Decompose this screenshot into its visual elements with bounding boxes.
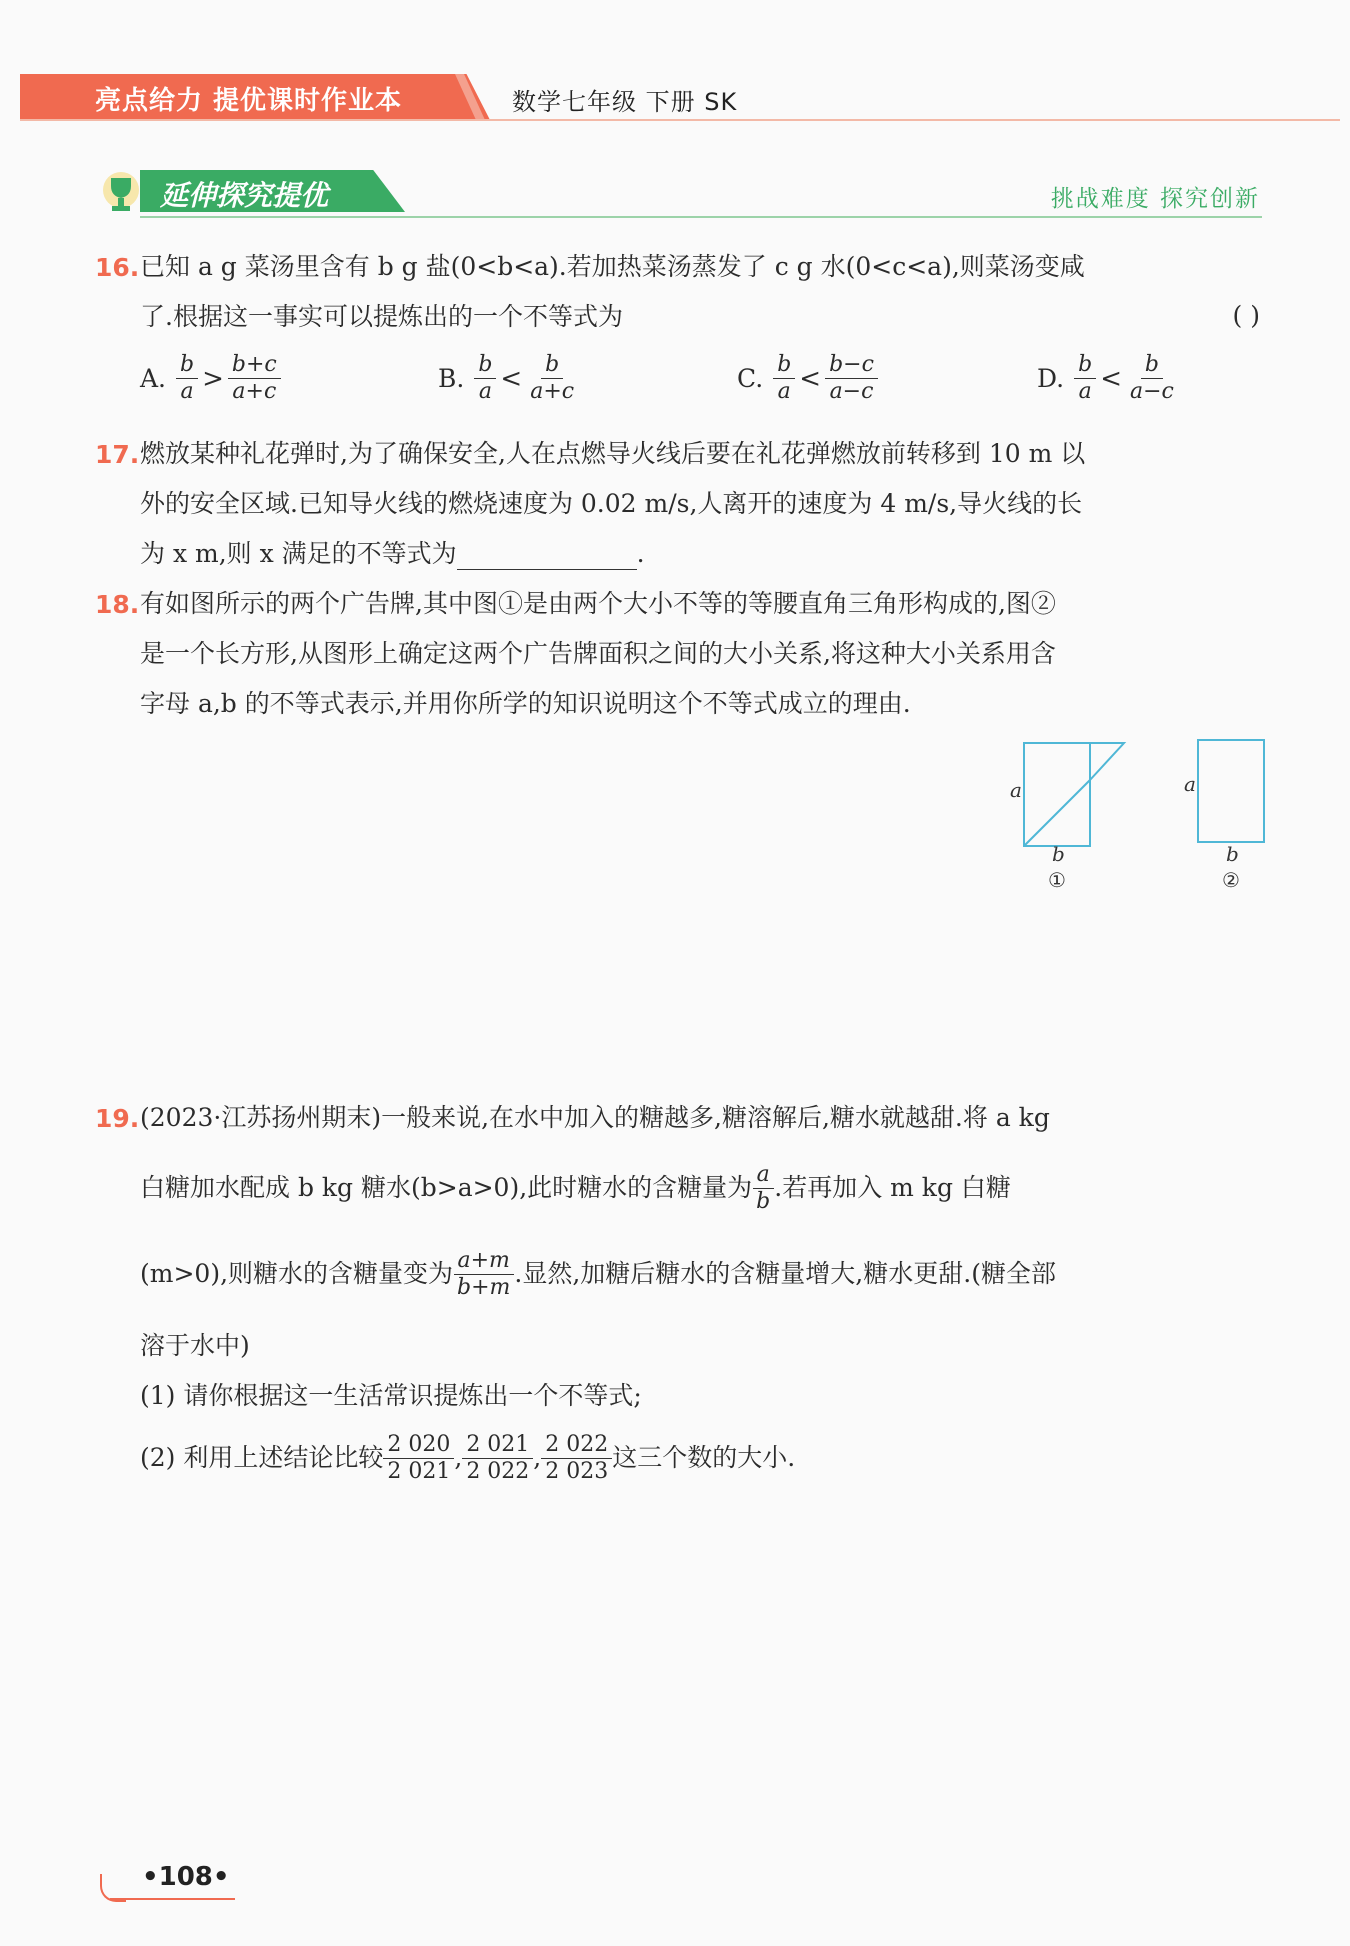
fraction: [825, 352, 878, 405]
question-text: (2023·江苏扬州期末)一般来说,在水中加入的糖越多,糖溶解后,糖水就越甜.将 a kg: [140, 1103, 1050, 1132]
denominator: 2 022: [466, 1458, 530, 1484]
section-tagline: 挑战难度 探究创新: [1050, 186, 1260, 212]
answer-blank: [457, 545, 637, 570]
numerator: a+m: [454, 1248, 514, 1275]
figure-2: [1184, 740, 1264, 892]
question-text-span: (2) 利用上述结论比较: [140, 1443, 384, 1472]
denominator: 2 023: [545, 1458, 609, 1484]
fraction: [383, 1432, 454, 1485]
question-text-span: 这三个数的大小.: [612, 1443, 796, 1472]
question-text-span: (m>0),则糖水的含糖量变为: [140, 1259, 454, 1288]
option-b: [438, 352, 578, 405]
fraction: [176, 352, 198, 405]
question-text: 字母 a,b 的不等式表示,并用你所学的知识说明这个不等式成立的理由.: [140, 689, 911, 718]
option-label: B.: [438, 364, 465, 393]
numerator: a: [753, 1162, 774, 1189]
page-number: •108•: [142, 1862, 230, 1892]
denominator: a−c: [1130, 379, 1174, 404]
denominator: 2 021: [387, 1458, 451, 1484]
numerator: b: [541, 352, 563, 379]
denominator: a: [478, 379, 492, 404]
option-c: [737, 352, 878, 405]
page-number-underline: [110, 1898, 235, 1900]
answer-bracket: ( ): [1232, 301, 1260, 330]
fraction: [773, 352, 795, 405]
separator: ,: [533, 1443, 542, 1472]
option-label: D.: [1037, 364, 1065, 393]
option-a: [140, 352, 281, 405]
question-text: 为 x m,则 x 满足的不等式为 .: [140, 539, 645, 568]
question-text-span: .显然,加糖后糖水的含糖量增大,糖水更甜.(糖全部: [514, 1259, 1056, 1288]
fraction: [541, 1432, 612, 1485]
relation-sign: <: [1100, 363, 1122, 394]
question-text: 了.根据这一事实可以提炼出的一个不等式为: [140, 302, 623, 331]
fraction: [526, 352, 578, 405]
relation-sign: <: [799, 363, 822, 394]
relation-sign: <: [500, 363, 523, 394]
fraction: [228, 352, 281, 405]
label-a: a: [1010, 778, 1022, 802]
page-number-area: [100, 1862, 235, 1902]
denominator: b: [756, 1188, 771, 1214]
trophy-icon: [98, 170, 144, 216]
header-subject: 数学七年级 下册 SK: [512, 88, 738, 116]
header-series-title: 亮点给力 提优课时作业本: [95, 86, 403, 116]
numerator: b: [773, 352, 795, 379]
billboard-figures: [1000, 735, 1300, 895]
numerator: b−c: [825, 352, 878, 379]
fraction: [752, 1162, 774, 1215]
fraction: [453, 1248, 514, 1301]
fraction: [474, 352, 496, 405]
numerator: b: [1074, 352, 1096, 379]
figure-caption: ②: [1222, 868, 1240, 892]
denominator: a+c: [530, 379, 575, 404]
question-text: 有如图所示的两个广告牌,其中图①是由两个大小不等的等腰直角三角形构成的,图②: [140, 589, 1056, 618]
numerator: b+c: [228, 352, 281, 379]
denominator: a: [777, 379, 791, 404]
denominator: b+m: [457, 1274, 511, 1300]
relation-sign: >: [202, 363, 224, 394]
section-divider: [140, 216, 1262, 218]
option-d: [1037, 352, 1178, 405]
label-b: b: [1226, 842, 1239, 866]
question-text: 溶于水中): [140, 1331, 250, 1360]
denominator: a: [1078, 379, 1092, 404]
option-label: A.: [140, 364, 167, 393]
question-text-span: 为 x m,则 x 满足的不等式为: [140, 539, 457, 568]
fraction: [462, 1432, 533, 1485]
label-b: b: [1052, 842, 1065, 866]
question-number: 19.: [95, 1104, 140, 1133]
numerator: 2 022: [541, 1432, 612, 1459]
denominator: a: [180, 379, 194, 404]
question-number: 16.: [95, 253, 140, 282]
label-a: a: [1184, 772, 1196, 796]
numerator: b: [474, 352, 496, 379]
numerator: b: [176, 352, 198, 379]
question-text: [140, 1158, 1011, 1218]
question-text: [140, 1244, 1056, 1304]
option-label: C.: [737, 364, 764, 393]
separator: ,: [454, 1443, 463, 1472]
figure-caption: ①: [1048, 868, 1066, 892]
question-text: 是一个长方形,从图形上确定这两个广告牌面积之间的大小关系,将这种大小关系用含: [140, 639, 1056, 668]
sub-question-2: [140, 1428, 795, 1488]
header-divider: [20, 119, 1340, 121]
section-title: 延伸探究提优: [160, 179, 329, 212]
question-text-span: 白糖加水配成 b kg 糖水(b>a>0),此时糖水的含糖量为: [140, 1173, 753, 1202]
question-text: 已知 a g 菜汤里含有 b g 盐(0<b<a).若加热菜汤蒸发了 c g 水(0<c<a),则菜汤变咸: [140, 252, 1085, 281]
denominator: a−c: [829, 379, 874, 404]
question-text-span: .若再加入 m kg 白糖: [774, 1173, 1011, 1202]
question-number: 18.: [95, 590, 140, 619]
fraction: [1126, 352, 1178, 405]
denominator: a+c: [232, 379, 277, 404]
numerator: 2 020: [383, 1432, 454, 1459]
fraction: [1074, 352, 1096, 405]
numerator: 2 021: [462, 1432, 533, 1459]
question-text: 外的安全区域.已知导火线的燃烧速度为 0.02 m/s,人离开的速度为 4 m/s,导火线的长: [140, 489, 1083, 518]
question-text: 燃放某种礼花弹时,为了确保安全,人在点燃导火线后要在礼花弹燃放前转移到 10 m 以: [140, 439, 1086, 468]
sub-question-1: (1) 请你根据这一生活常识提炼出一个不等式;: [140, 1381, 642, 1410]
numerator: b: [1141, 352, 1163, 379]
figure-1: [1010, 743, 1124, 892]
question-number: 17.: [95, 440, 140, 469]
